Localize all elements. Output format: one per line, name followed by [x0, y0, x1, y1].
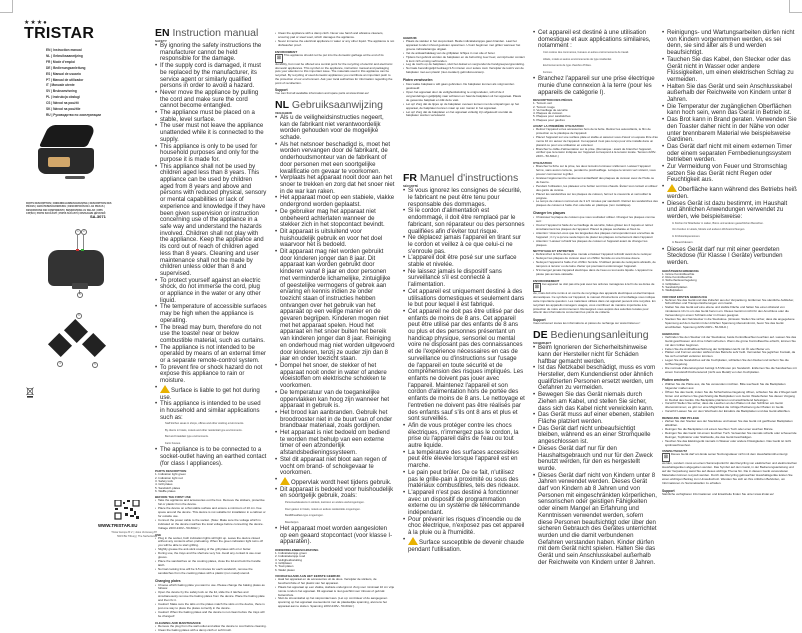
en-column: [155, 27, 267, 633]
list-item: • This appliance is only to be used for household purposes and only for the purpose it is made for.: [160, 144, 267, 164]
changing-plates-heading: Changing plates: [155, 578, 181, 583]
de-parts-list: 1. Grüne Kontrollleuchte 2. Rote Kontrollleuchte 3. Sicherheitsverriegelung 4. Grillplatten 5. Sandwichplatten 6. Waffelplatten: [662, 271, 697, 293]
parts-heading: DESCRIPTION DES PIÈCES: [533, 98, 573, 103]
callout-6: 6: [76, 313, 82, 319]
list-item: • The user must not leave the appliance unattended while it is connected to the supply.: [160, 123, 267, 143]
support-text: Sämtliche verfügbaren Informationen und Ersatzteile finden Sie unter www.tristar.eu!: [662, 491, 775, 496]
before-first-use-heading: BEFORE THE FIRST USE: [155, 495, 191, 500]
safety-heading: SICHERHEIT: [533, 341, 552, 346]
de-column: • Cet appareil est destiné à une utilisation domestique et aux applications similaires, notamment : Coin cuisine des commerces, bureaux et autres environnements de travail. Hôtels, motels et autres environnements de type résidentiel. Environnements de type chambre d'hôtes. Fermes. • Branchez l'appareil sur une prise électrique munie d'une connexion à la terre (pour les appareils de catégorie I). DESCRIPTION DES PIÈCES 1. Témoin vert 2. Témoin rouge 3. Verrouillage de sécurité 4. Plaques de cuisson 5. Plaques pour sandwiches 6. Plaques pour gaufres AVANT LA PREMIÈRE UTILISATION • Retirez l'appareil et les accessoires hors de la boîte. Retirez les autocollants, le film de protection ou le plastique de l'appareil. • Placez l'appareil sur une surface plate et stable et assurez-vous d'avoir un espace libre d'au moins 10 cm autour de l'appareil. Cet appareil n'est pas conçu pour être installé dans un placard ou pour une utilisation en extérieur. • Branchez le câble d'alimentation sur la prise. (Remarque : avant de brancher l'appareil, vérifiez que la tension indiquée sur l'appareil correspond à la tension locale. Tension 220V-240V~ 50-60Hz.) UTILISATION • Branchez la fiche sur la prise, les deux témoins lumineux s'allument. Laissez l'appareil fermé, sans aucun contenu, pendant le préchauffage. Lorsque le témoin vert s'éteint, vous pouvez commencer à griller. • Graissez légèrement le revêtement antiadhésif des plaques de cuisson avec de l'huile ou du beurre. • Pendant l'utilisation, les plateaux et le boîtier sont très chauds. Évitez tout contact et utilisez des gants de cuisine. • Placez les sandwiches sur les plaques de cuisson, fermez le couvercle et verrouillez la poignée. • Le temps de cuisson normal est de 3 à 5 minutes par sandwich. Retirez les sandwiches des plaques de cuisson à l'aide d'un ustensile en plastique (non métallique). Changer les plaques • Choisissez la plaque de cuisson que vous souhaitez utiliser. Changez les plaques comme suit : • Ouvrez l'appareil à l'aide du verrouillage de sécurité, faites glisser les 2 loquets et retirez simultanément les plaques de l'appareil. Placez la plaque souhaitée et fixez-la. • Attention ! Assurez-vous que les languettes des plaques correspondent aux encoches de l'appareil ; il n'y a qu'une seule façon de placer les plaques correctement dans l'appareil. • Attention ! Laissez refroidir les plaques de cuisson et l'appareil avant de changer les plaques. NETTOYAGE ET ENTRETIEN • Débranchez la fiche de la prise murale et laissez l'appareil refroidir avant de le nettoyer. • Nettoyez les plaques de cuisson avec un chiffon humide ou une brosse douce. • Nettoyez l'appareil à l'aide d'un chiffon humide. N'utilisez jamais de nettoyants abrasifs, de tampons à récurer ou de laine d'acier qui pourraient endommager l'appareil. • N'immergez jamais l'appareil électrique dans de l'eau ou tout autre liquide. L'appareil ne passe pas au lave-vaisselle. ENVIRONNEMENT ⊠ Cet appareil ne doit pas être jeté avec les ordures ménagères à la fin de sa durée de vie, mais doit être remis à un centre de recyclage des appareils électriques et électroniques domestiques. Ce symbole sur l'appareil, le manuel d'instructions et l'emballage vous indique cette importante question. Les matériaux utilisés dans cet appareil peuvent être recyclés. En recyclant les appareils ménagers usagés, vous contribuez de manière importante à la protection de notre environnement. Renseignez-vous auprès des autorités locales pour obtenir des informations concernant les points de collecte. Support Vous retrouvez toutes les informations et pièces de rechange sur www.tristar.eu ! DE Bedienungsanleitung SICHERHEIT • Beim Ignorieren der Sicherheitshinweise kann der Hersteller nicht für Schäden haftbar gemacht werden. • Ist das Netzkabel beschädigt, muss es vom Hersteller, dem Kundendienst oder ähnlich qualifizierten Personen ersetzt werden, um Gefahren zu vermeiden. • Bewegen Sie das Gerät niemals durch Ziehen am Kabel, und stellen Sie sicher, dass sich das Kabel nicht verwickeln kann. • Das Gerät muss auf einer ebenen, stabilen Fläche platziert werden. • Das Gerät darf nicht unbeaufsichtigt bleiben, während es an einer Stromquelle angeschlossen ist. • Dieses Gerät darf nur für den Haushaltsgebrauch und nur für den Zweck benutzt werden, für den es hergestellt wurde. • Dieses Gerät darf nicht von Kindern unter 8 Jahren verwendet werden. Dieses Gerät darf von Kindern ab 8 Jahren und von Personen mit eingeschränkten körperlichen, sensorischen oder geistigen Fähigkeiten oder einem Mangel an Erfahrung und Kenntnissen verwendet werden, sofern diese Personen beaufsichtigt oder über den sicheren Gebrauch des Gerätes unterrichtet wurden und die damit verbundenen Gefahren verstanden haben. Kinder dürfen mit dem Gerät nicht spielen. Halten Sie das Gerät und sein Anschlusskabel außerhalb der Reichweite von Kindern unter 8 Jahren.: [533, 30, 658, 566]
list-item: • The appliance is to be connected to a socket-outlet having an earthed contact (for class I appliances).: [160, 447, 267, 467]
en-title: [155, 27, 267, 39]
list-item: • The appliance must be placed on a stable, level surface.: [160, 110, 267, 123]
brand-logo: [24, 20, 94, 41]
environment-heading: UMWELTSCHUTZ: [662, 449, 688, 454]
language-item: EN | Instruction manual: [46, 48, 82, 52]
nl-before-list: • Haal het apparaat en de accessoires uit de doos. Verwijder de stickers, de beschermfolie of het plastic van het apparaat. • Plaats het apparaat op een vlakke, stabiele ondergrond. Zorg voor minimaal 10 cm vrije ruimte rondom het apparaat. Dit apparaat is niet geschikt voor inbouw of gebruik buitenshuis. • Sluit de stroomkabel op het stopcontact aan. (Let op: controleer of de aangegeven spanning op het apparaat overeenkomt met de plaatselijke spanning, alvorens het apparaat aan te sluiten. Spanning 220V-240V~ 50-60Hz.): [275, 578, 395, 609]
crop-mark-top-right: [789, 0, 802, 13]
parts-description-heading: PARTS DESCRIPTION | ONDERDELENBESCHRIJVING | DESCRIPTION DES PIÈCES | GERÄTEBESCHREIBUNG | DESCRIPCIÓN DE LAS PIEZAS | DESCRIZIONE DEI COMPONENTI | BESKRIVNING AV DELAR | OPIS CZĘŚCI | POPIS SOUČÁSTÍ | POPIS SÚČASTÍ | ОПИСАНИЕ ДЕТАЛЕЙ: [26, 202, 112, 215]
changing-plates-heading: Changer les plaques: [533, 211, 566, 216]
en-household-list: Staff kitchen areas in shops, offices and other working environments. By clients in hotels, motels and other residential type environments. Bed and breakfast type environments. Farm houses.: [165, 422, 245, 445]
fr-column: [403, 36, 525, 553]
de-use-list: • Verbinden Sie den Stecker mit der Steckdose; beide Kontrollleuchten leuchten auf. Lassen Sie das Gerät geschlossen und ohne Inhalt vorheizen. Wenn die grüne Kontrollleuchte erlischt, können Sie mit dem Grillen beginnen. • Fetten Sie die Antihaftbeschichtung der Grillplatten leicht mit Öl oder Butter ein. • Platten und Formen werden während des Betriebs sehr heiß. Vermeiden Sie jeglichen Kontakt, da Sie sich ernsthaft verletzen könnten. • Legen Sie die Sandwiches auf die Kochplatten, schließen Sie den Deckel und sichern Sie die Griffverriegelung. • Die normale Zubereitungszeit beträgt 3-5 Minuten pro Sandwich. Entfernen Sie die Sandwiches mit einem Kunststoff-Küchenutensil (nicht aus Metall) von den Kochplatten.: [662, 336, 798, 375]
de-before-list: • Nehmen Sie das Gerät und das Zubehör aus der Verpackung. Entfernen Sie sämtliche Aufkleber, Schutzfolien und Transportsicherungen vom Gerät. • Stellen Sie das Gerät auf eine ebene und stabile Fläche und halten Sie einen Abstand von mindestens 10 cm um das Gerät herum ein. Dieses Gerät ist nicht für den Anschluss oder die Verwendung in einem Schrank oder im Freien geeignet. • Stecken Sie den Netzstecker in die Steckdose. (Hinweis: Stellen Sie sicher, dass die angegebene Spannung auf dem Gerät mit der örtlichen Spannung übereinstimmt, bevor Sie das Gerät anschließen. Spannung 220V-240V~ 50-60Hz.): [662, 299, 798, 330]
warning-triangle-icon: [667, 184, 677, 192]
nl-column: • Clean the appliance with a damp cloth. Never use harsh and abrasive cleaners, scouring pad or steel wool, which damages the appliance. • Never immerse the electrical appliance in water or any other liquid. The appliance is not dishwasher proof. ENVIRONMENT ⊠ This appliance should not be put into the domestic garbage at the end of its durability, but must be offered at a central point for the recycling of electric and electronic domestic appliances. This symbol on the appliance, instruction manual and packaging puts your attention to this important issue. The materials used in this appliance can be recycled. By recycling of used domestic appliances you contribute an important push to the protection of our environment. Ask your local authorities for information regarding the point of recollection. Support You can find all available information and spare parts at www.tristar.eu! NL Gebruiksaanwijzing VEILIGHEID • Als u de veiligheidsinstructies negeert, kan de fabrikant niet verantwoordelijk worden gehouden voor de mogelijke schade. • Als het netsnoer beschadigd is, moet het worden vervangen door de fabrikant, de onderhoudsmonteur van de fabrikant of door personen met een soortgelijke kwalificatie om gevaar te voorkomen. • Verplaats het apparaat nooit door aan het snoer te trekken en zorg dat het snoer niet in de war kan raken. • Het apparaat moet op een stabiele, vlakke ondergrond worden geplaatst. • De gebruiker mag het apparaat niet onbeheerd achterlaten wanneer de stekker zich in het stopcontact bevindt. • Dit apparaat is uitsluitend voor huishoudelijk gebruik en voor het doel waarvoor het is bedoeld. • Dit apparaat mag niet worden gebruikt door kinderen jonger dan 8 jaar. Dit apparaat kan worden gebruikt door kinderen vanaf 8 jaar en door personen met verminderde lichamelijke, zintuiglijke of geestelijke vermogens of gebrek aan ervaring en kennis indien ze onder toezicht staan of instructies hebben ontvangen over het gebruik van het apparaat op een veilige manier en de gevaren begrijpen. Kinderen mogen niet met het apparaat spelen. Houd het apparaat en het snoer buiten het bereik van kinderen jonger dan 8 jaar. Reiniging en onderhoud mag niet worden uitgevoerd door kinderen, tenzij ze ouder zijn dan 8 jaar en onder toezicht staan. • Dompel het snoer, de stekker of het apparaat nooit onder in water of andere vloeistoffen om elektrische schokken te voorkomen. • De temperatuur van de toegankelijke oppervlakken kan hoog zijn wanneer het apparaat in gebruik is. • Het brood kan aanbranden. Gebruik het broodrooster niet in de buurt van of onder brandbaar materiaal, zoals gordijnen. • Het apparaat is niet bedoeld om bediend te worden met behulp van een externe timer of een afzonderlijk afstandsbedieningssysteem. • Stel dit apparaat niet bloot aan regen of vocht om brand- of schokgevaar te voorkomen. • Oppervlak wordt heet tijdens gebruik. • Dit apparaat is bedoeld voor huishoudelijk en soortgelijk gebruik, zoals: Personeelskeukens in winkels, kantoren en andere werkomgevingen. Door gasten in hotels, motels en andere residentiële omgevingen. Bed&Breakfast-type omgevingen. Boerderijen. • Het apparaat moet worden aangesloten op een geaard stopcontact (voor klasse I-apparaten). ONDERDELENBESCHRIJVING 1. Indicatielampje groen 2. Indicatielampje rood 3. Veiligheidssluiting 4. Grillplaten 5. Tosti platen 6. Wafel platen VOORAFGAAND AAN HET EERSTE GEBRUIK • Haal het apparaat en de accessoires uit de doos. Verwijder de stickers, de beschermfolie of het plastic van het apparaat. • Plaats het apparaat op een vlakke, stabiele ondergrond. Zorg voor minimaal 10 cm vrije ruimte rondom het apparaat. Dit apparaat is niet geschikt voor inbouw of gebruik buitenshuis. • Sluit de stroomkabel op het stopcontact aan. (Let op: controleer of de aangegeven spanning op het apparaat overeenkomt met de plaatselijke spanning, alvorens het apparaat aan te sluiten. Spanning 220V-240V~ 50-60Hz.): [275, 32, 395, 609]
de-cleaning-list: • Ziehen Sie den Stecker aus der Steckdose und lassen Sie das Gerät mit geöffneten Backplatten abkühlen. • Reinigen Sie die Backplatten mit einem feuchten Tuch oder einer weichen Bürste. • Reinigen Sie das Gerät mit einem feuchten Tuch. Verwenden Sie niemals scharfe oder scheuernde Reiniger, Topfkratzer oder Stahlwolle, die das Gerät beschädigen. • Tauchen Sie das Elektrogerät niemals in Wasser oder andere Flüssigkeiten. Das Gerät ist nicht spülmaschinenfest.: [662, 420, 798, 447]
language-item: PT | Manual de utilizador: [46, 77, 84, 82]
de-safety-list: • Beim Ignorieren der Sicherheitshinweise kann der Hersteller nicht für Schäden haftbar gemacht werden. • Ist das Netzkabel beschädigt, muss es vom Hersteller, dem Kundendienst oder ähnlich qualifizierten Personen ersetzt werden, um Gefahren zu vermeiden. • Bewegen Sie das Gerät niemals durch Ziehen am Kabel, und stellen Sie sicher, dass sich das Kabel nicht verwickeln kann. • Das Gerät muss auf einer ebenen, stabilen Fläche platziert werden. • Das Gerät darf nicht unbeaufsichtigt bleiben, während es an einer Stromquelle angeschlossen ist. • Dieses Gerät darf nur für den Haushaltsgebrauch und nur für den Zweck benutzt werden, für den es hergestellt wurde. • Dieses Gerät darf nicht von Kindern unter 8 Jahren verwendet werden. Dieses Gerät darf von Kindern ab 8 Jahren und von Personen mit eingeschränkten körperlichen, sensorischen oder geistigen Fähigkeiten oder einem Mangel an Erfahrung und Kenntnissen verwendet werden, sofern diese Personen beaufsichtigt oder über den sicheren Gebrauch des Gerätes unterrichtet wurden und die damit verbundenen Gefahren verstanden haben. Kinder dürfen mit dem Gerät nicht spielen. Halten Sie das Gerät und sein Anschlusskabel außerhalb der Reichweite von Kindern unter 8 Jahren.: [533, 345, 658, 566]
safety-heading: SAFETY: [155, 39, 167, 43]
nl-parts-list: 1. Indicatielampje groen 2. Indicatielampje rood 3. Veiligheidssluiting 4. Grillplaten 5. Tosti platen 6. Wafel platen: [275, 551, 307, 572]
weee-bin-icon: ⊠: [534, 283, 540, 290]
list-item: • To protect yourself against an electric shock, do not immerse the cord, plug or appliance in the water or any other liquid.: [160, 278, 267, 305]
environment-heading: ENVIRONMENT: [275, 49, 298, 54]
language-item: FR | Mode d'emploi: [46, 59, 76, 64]
de-household-list: In Küchen für Mitarbeiter in Läden, Büros und anderen gewerblichen Bereichen. Von Kunden in Hotels, Motels und anderen Wohneinrichtungen. In Frühstückspensionen. In Bauernhäusern.: [672, 221, 764, 245]
fr-parts-list: 1. Témoin vert 2. Témoin rouge 3. Verrouillage de sécurité 4. Plaques de cuisson 5. Plaques pour sandwiches 6. Plaques pour gaufres: [533, 101, 571, 122]
de-changing-list: • Wählen Sie die Platte aus, die Sie verwenden möchten. Bitte wechseln Sie die Backplatten folgender maßen aus: • Öffnen Sie das Gerät, indem Sie die Sicherheitsverriegelung öffnen, schieben Sie die 2 Riegel nach hinten und entfernen Sie gleichzeitig die Backplatten vom Gerät. Wiederholen Sie diesen Vorgang im Deckel des Geräts. Die Backplatte platzieren und anschließend befestigen. • Vorsicht! Stellen Sie sicher, dass die Laschen an den Platten mit den Schlitzen am Gerät übereinstimmen; es gibt nur eine Möglichkeit die richtige Platzierung der Platten im Gerät. • Vorsicht! Lassen Sie vor dem Wechseln der Einsätze die Backplatten und das Gerät abkühlen.: [662, 383, 798, 414]
nl-use-list: • Plaats de stekker in het stopcontact. Beide indicatielampjes gaan branden. Laat het apparaat zonder inhoud gesloten opwarmen. U kunt beginnen met grillen wanneer het groene indicatielampje uitgaat. • Vet de antiaanbaklaag van de grillplaten lichtjes in met olie of boter. • Tijdens het gebruik worden de bakplaten en de behuizing zeer heet; vermijd ieder contact & kunt zich ernstig verbranden. • Leg de tosti's op de bakplaten, sluit het deksel en vergrendel de handgreepvergrendeling. • Normale bereidingstijd bedraagt 3-5 minuten voor iedere tosti. Verwijder de tosti's van de bakplaten met een plastic (niet-metalen) gebruiksvoorwerp.: [403, 40, 525, 75]
list-item: • Never move the appliance by pulling the cord and make sure the cord cannot become entangled.: [160, 90, 267, 110]
warning-triangle-icon: [408, 537, 418, 545]
qr-code-icon: [113, 500, 141, 520]
parts-heading: ONDERDELENBESCHRIJVING: [275, 548, 319, 553]
language-list: [46, 48, 112, 119]
list-item: • If the supply cord is damaged, it must be replaced by the manufacturer, its service agent or similarly qualified persons in order to avoid a hazard.: [160, 63, 267, 90]
language-item: DE | Bedienungsanleitung: [46, 65, 86, 70]
callout-5: 5: [92, 362, 98, 368]
address-line: 5015 BH Tilburg | The Netherlands: [117, 535, 157, 538]
en-cleaning-list-continued: • Clean the appliance with a damp cloth. Never use harsh and abrasive cleaners, scouring pad or steel wool, which damages the appliance. • Never immerse the electrical appliance in water or any other liquid. The appliance is not dishwasher proof.: [275, 32, 395, 48]
address-line: Tristar Europe B.V. | Jules Verneweg 87: [111, 531, 157, 534]
cover-column: [0, 0, 112, 575]
support-heading: Support: [533, 318, 546, 323]
en-changing-list: • Choose which baking plate you want to use. Please change the baking plates as follows: • Open the device by the safety lock on the lid, slide the 2 latches and simultaneously remove the baking plates from the device. Place the baking plate and then fix it. • Caution! Make sure the tabs on the plates match the slots on the device, there is just one way to place the plates correctly in the device. • Caution! When the baking plates and the device is not clean before the trays will be changed!: [155, 584, 267, 619]
en-cleaning-list: • Remove the plug from the wall outlet and allow the device to cool before cleaning. • Clean the baking plates with a damp cloth or soft brush.: [155, 625, 267, 633]
before-first-use-heading: AVANT LA PREMIÈRE UTILISATION: [533, 124, 584, 128]
fr-environment-text: ⊠ Cet appareil ne doit pas être jeté avec les ordures ménagères à la fin de sa durée de vie, mais doit être remis à un centre de recyclage des appareils électriques et électroniques domestiques. Ce symbole sur l'appareil, le manuel d'instructions et l'emballage vous indique cette importante question. Les matériaux utilisés dans cet appareil peuvent être recyclés. En recyclant les appareils ménagers usagés, vous contribuez de manière importante à la protection de notre environnement. Renseignez-vous auprès des autorités locales pour obtenir des informations concernant les points de collecte.: [533, 281, 656, 315]
website-url[interactable]: WWW.TRISTAR.EU: [98, 523, 138, 528]
company-address: [95, 531, 157, 539]
fr-cleaning-list: • Débranchez la fiche de la prise murale et laissez l'appareil refroidir avant de le nettoyer. • Nettoyez les plaques de cuisson avec un chiffon humide ou une brosse douce. • Nettoyez l'appareil à l'aide d'un chiffon humide. N'utilisez jamais de nettoyants abrasifs, de tampons à récurer ou de laine d'acier qui pourraient endommager l'appareil. • N'immergez jamais l'appareil électrique dans de l'eau ou tout autre liquide. L'appareil ne passe pas au lave-vaisselle.: [533, 253, 658, 276]
en-environment-text: ⊠ This appliance should not be put into the domestic garbage at the end of its durability, but must be offered at a central point for the recycling of electric and electronic domestic appliances. This symbol on the appliance, instruction manual and packaging puts your attention to this important issue. The materials used in this appliance can be recycled. By recycling of used domestic appliances you contribute an important push to the protection of our environment. Ask your local authorities for information regarding the point of recollection.: [275, 52, 393, 86]
language-item: RU | Руководство по эксплуатации: [46, 112, 102, 117]
callout-3: 3: [77, 292, 83, 298]
language-item: NL | Gebruiksaanwijzing: [46, 53, 83, 58]
cleaning-heading: NETTOYAGE ET ENTRETIEN: [533, 249, 574, 254]
nl-safety-list: • Als u de veiligheidsinstructies negeert, kan de fabrikant niet verantwoordelijk worden gehouden voor de mogelijke schade. • Als het netsnoer beschadigd is, moet het worden vervangen door de fabrikant, de onderhoudsmonteur van de fabrikant of door personen met een soortgelijke kwalificatie om gevaar te voorkomen. • Verplaats het apparaat nooit door aan het snoer te trekken en zorg dat het snoer niet in de war kan raken. • Het apparaat moet op een stabiele, vlakke ondergrond worden geplaatst. • De gebruiker mag het apparaat niet onbeheerd achterlaten wanneer de stekker zich in het stopcontact bevindt. • Dit apparaat is uitsluitend voor huishoudelijk gebruik en voor het doel waarvoor het is bedoeld. • Dit apparaat mag niet worden gebruikt door kinderen jonger dan 8 jaar. Dit apparaat kan worden gebruikt door kinderen vanaf 8 jaar en door personen met verminderde lichamelijke, zintuiglijke of geestelijke vermogens of gebrek aan ervaring en kennis indien ze onder toezicht staan of instructies hebben ontvangen over het gebruik van het apparaat op een veilige manier en de gevaren begrijpen. Kinderen mogen niet met het apparaat spelen. Houd het apparaat en het snoer buiten het bereik van kinderen jonger dan 8 jaar. Reiniging en onderhoud mag niet worden uitgevoerd door kinderen, tenzij ze ouder zijn dan 8 jaar en onder toezicht staan. • Dompel het snoer, de stekker of het apparaat nooit onder in water of andere vloeistoffen om elektrische schokken te voorkomen. • De temperatuur van de toegankelijke oppervlakken kan hoog zijn wanneer het apparaat in gebruik is. • Het brood kan aanbranden. Gebruik het broodrooster niet in de buurt van of onder brandbaar materiaal, zoals gordijnen. • Het apparaat is niet bedoeld om bediend te worden met behulp van een externe timer of een afzonderlijk afstandsbedieningssysteem. • Stel dit apparaat niet bloot aan regen of vocht om brand- of schokgevaar te voorkomen. • Oppervlak wordt heet tijdens gebruik. • Dit apparaat is bedoeld voor huishoudelijk en soortgelijk gebruik, zoals:: [275, 115, 395, 500]
fr-title: FR Manuel d'instructions: [403, 172, 519, 185]
en-use-list: • Plug in the socket, both indication lights will light up. Leave the device closed without any contents when preheating. When the green indication light turns off you will be able to start grilling. • Slightly grease the anti-stick coating of the grill plates with oil or butter. • During use, the trays and the shell are very hot. Avoid any contact & use oven gloves. • Place the sandwiches on the cooking plates, close the lid and lock the handle latch. • Normal cooking time will be 3-5 minutes for each sandwich, remove the sandwiches from the cooking plates with a plastic (non metal) utensil.: [155, 537, 267, 576]
environment-heading: ENVIRONNEMENT: [533, 278, 560, 283]
weee-bin-icon: ⊠: [276, 54, 282, 61]
support-text: You can find all available information and spare parts at www.tristar.eu!: [275, 91, 369, 96]
safety-heading: SÉCURITÉ: [403, 184, 419, 189]
list-item: • Surface is liable to get hot during use.: [160, 385, 267, 401]
list-item: • This appliance shall not be used by children aged less than 8 years. This appliance can be used by children aged from 8 years and above and persons with reduced physical, sensory or mental capabilities or lack of experience and knowledge if they have been given supervision or instruction concerning use of the appliance in a safe way and understand the hazards involved. Children shall not play with the appliance. Keep the appliance and its cord out of reach of children aged less than 8 years. Cleaning and user maintenance shall not be made by children unless older than 8 and supervised.: [160, 164, 267, 278]
language-item: SK | Návod na použitie: [46, 107, 81, 112]
en-parts-list: 1. Indication light green 2. Indication light red 3. Safety lock 4. Grill plates 5. Sandwich plates 6. Waffle plates: [155, 472, 187, 493]
use-heading: USE: [155, 532, 162, 537]
fr-safety-list: • Si vous ignorez les consignes de sécurité, le fabricant ne peut être tenu pour responsable des dommages. • Si le cordon d'alimentation est endommagé, il doit être remplacé par le fabricant, son réparateur ou des personnes qualifiées afin d'éviter tout risque. • Ne déplacez jamais l'appareil en tirant sur le cordon et veillez à ce que celui-ci ne s'enroule pas. • L'appareil doit être posé sur une surface stable et nivelée. • Ne laissez jamais le dispositif sans surveillance s'il est connecté à l'alimentation. • Cet appareil est uniquement destiné à des utilisations domestiques et seulement dans le but pour lequel il est fabriqué. • Cet appareil ne doit pas être utilisé par des enfants de moins de 8 ans. Cet appareil peut être utilisé par des enfants de 8 ans ou plus et des personnes présentant un handicap physique, sensoriel ou mental voire ne disposant pas des connaissances et de l'expérience nécessaires en cas de surveillance ou d'instructions sur l'usage de l'appareil en toute sécurité et de compréhension des risques impliqués. Les enfants ne doivent pas jouer avec l'appareil. Maintenez l'appareil et son cordon d'alimentation hors de portée des enfants de moins de 8 ans. Le nettoyage et l'entretien ne doivent pas être réalisés par des enfants sauf s'ils ont 8 ans et plus et sont surveillés. • Afin de vous protéger contre les chocs électriques, n'immergez pas le cordon, la prise ou l'appareil dans de l'eau ou tout autre liquide. • La température des surfaces accessibles peut être élevée lorsque l'appareil est en marche. • Le pain peut brûler. De ce fait, n'utilisez pas le grille-pain à proximité ou sous des matériaux combustibles, tels des rideaux. • L'appareil n'est pas destiné à fonctionner avec un dispositif de programmation externe ou un système de télécommande indépendant. • Pour prévenir les risques d'incendie ou de choc électrique, n'exposez pas cet appareil à la pluie ou à l'humidité. • Surface susceptible de devenir chaude pendant l'utilisation.: [403, 188, 525, 553]
model-number: SA-3071: [90, 214, 106, 219]
safety-heading: VEILIGHEID: [275, 110, 293, 115]
lang-code: EN: [155, 27, 170, 39]
cleaning-heading: CLEANING AND MAINTENANCE: [155, 620, 201, 625]
language-item: CS | Návod na použití: [46, 101, 79, 106]
use-heading: UTILISATION: [533, 161, 552, 166]
de-column-continued: • Reinigungs- und Wartungsarbeiten dürfen nicht von Kindern vorgenommen werden, es sei denn, sie sind älter als 8 und werden beaufsichtigt. • Tauchen Sie das Kabel, den Stecker oder das Gerät nicht in Wasser oder andere Flüssigkeiten, um einen elektrischen Schlag zu vermeiden. • Halten Sie das Gerät und sein Anschlusskabel außerhalb der Reichweite von Kindern unter 8 Jahren. • Die Temperatur der zugänglichen Oberflächen kann hoch sein, wenn das Gerät in Betrieb ist. • Das Brot kann in Brand geraten. Verwenden Sie den Toaster daher nicht in der Nähe von oder unter brennbarem Material wie beispielsweise Gardinen. • Das Gerät darf nicht mit einem externen Timer oder einem separaten Fernbedienungssystem betrieben werden. • Zur Vermeidung von Feuer und Stromschlag setzen Sie das Gerät nicht Regen oder Feuchtigkeit aus. • Oberfläche kann während des Betriebs heiß werden. • Dieses Gerät ist dazu bestimmt, im Haushalt und ähnlichen Anwendungen verwendet zu werden, wie beispielsweise: In Küchen für Mitarbeiter in Läden, Büros und anderen gewerblichen Bereichen. Von Kunden in Hotels, Motels und anderen Wohneinrichtungen. In Frühstückspensionen. In Bauernhäusern. • Dieses Gerät darf nur mit einer geerdeten Steckdose (für Klasse I Geräte) verbunden werden. GERÄTEBESCHREIBUNG 1. Grüne Kontrollleuchte 2. Rote Kontrollleuchte 3. Sicherheitsverriegelung 4. Grillplatten 5. Sandwichplatten 6. Waffelplatten VOR DEM ERSTEN GEBRAUCH • Nehmen Sie das Gerät und das Zubehör aus der Verpackung. Entfernen Sie sämtliche Aufkleber, Schutzfolien und Transportsicherungen vom Gerät. • Stellen Sie das Gerät auf eine ebene und stabile Fläche und halten Sie einen Abstand von mindestens 10 cm um das Gerät herum ein. Dieses Gerät ist nicht für den Anschluss oder die Verwendung in einem Schrank oder im Freien geeignet. • Stecken Sie den Netzstecker in die Steckdose. (Hinweis: Stellen Sie sicher, dass die angegebene Spannung auf dem Gerät mit der örtlichen Spannung übereinstimmt, bevor Sie das Gerät anschließen. Spannung 220V-240V~ 50-60Hz.) GEBRAUCH • Verbinden Sie den Stecker mit der Steckdose; beide Kontrollleuchten leuchten auf. Lassen Sie das Gerät geschlossen und ohne Inhalt vorheizen. Wenn die grüne Kontrollleuchte erlischt, können Sie mit dem Grillen beginnen. • Fetten Sie die Antihaftbeschichtung der Grillplatten leicht mit Öl oder Butter ein. • Platten und Formen werden während des Betriebs sehr heiß. Vermeiden Sie jeglichen Kontakt, da Sie sich ernsthaft verletzen könnten. • Legen Sie die Sandwiches auf die Kochplatten, schließen Sie den Deckel und sichern Sie die Griffverriegelung. • Die normale Zubereitungszeit beträgt 3-5 Minuten pro Sandwich. Entfernen Sie die Sandwiches mit einem Kunststoff-Küchenutensil (nicht aus Metall) von den Kochplatten. Platten wechseln • Wählen Sie die Platte aus, die Sie verwenden möchten. Bitte wechseln Sie die Backplatten folgender maßen aus: • Öffnen Sie das Gerät, indem Sie die Sicherheitsverriegelung öffnen, schieben Sie die 2 Riegel nach hinten und entfernen Sie gleichzeitig die Backplatten vom Gerät. Wiederholen Sie diesen Vorgang im Deckel des Geräts. Die Backplatte platzieren und anschließend befestigen. • Vorsicht! Stellen Sie sicher, dass die Laschen an den Platten mit den Schlitzen am Gerät übereinstimmen; es gibt nur eine Möglichkeit die richtige Platzierung der Platten im Gerät. • Vorsicht! Lassen Sie vor dem Wechseln der Einsätze die Backplatten und das Gerät abkühlen. REINIGUNG UND PFLEGE • Ziehen Sie den Stecker aus der Steckdose und lassen Sie das Gerät mit geöffneten Backplatten abkühlen. • Reinigen Sie die Backplatten mit einem feuchten Tuch oder einer weichen Bürste. • Reinigen Sie das Gerät mit einem feuchten Tuch. Verwenden Sie niemals scharfe oder scheuernde Reiniger, Topfkratzer oder Stahlwolle, die das Gerät beschädigen. • Tauchen Sie das Elektrogerät niemals in Wasser oder andere Flüssigkeiten. Das Gerät ist nicht spülmaschinenfest. UMWELTSCHUTZ ⊠ Dieses Gerät darf am Ende seiner Nutzungsdauer nicht mit dem Haushaltsmüll entsorgt werden, sondern muss an einem Sammelpunkt für das Recycling von elektrischen und elektronischen Haushaltsgeräten abgegeben werden. Das Symbol auf dem Gerät, in der Bedienungsanleitung und auf der Verpackung weist Sie auf dieses wichtige Thema hin. Die in diesem Gerät verwendeten Materialien können recycelt werden. Durch das Recycling gebrauchter Haushaltsgeräte leisten Sie einen wichtigen Beitrag zum Umweltschutz. Wenden Sie sich an Ihre örtlichen Behörden, um Informationen zu Sammelstellen zu erhalten. Support Sämtliche verfügbaren Informationen und Ersatzteile finden Sie unter www.tristar.eu!: [662, 30, 798, 497]
logo-stars-icon: ★★★●: [24, 20, 48, 26]
fr-before-list: • Retirez l'appareil et les accessoires hors de la boîte. Retirez les autocollants, le film de protection ou le plastique de l'appareil. • Placez l'appareil sur une surface plate et stable et assurez-vous d'avoir un espace libre d'au moins 10 cm autour de l'appareil. Cet appareil n'est pas conçu pour être installé dans un placard ou pour une utilisation en extérieur. • Branchez le câble d'alimentation sur la prise. (Remarque : avant de brancher l'appareil, vérifiez que la tension indiquée sur l'appareil correspond à la tension locale. Tension 220V-240V~ 50-60Hz.): [533, 128, 658, 159]
parts-heading: PARTS DESCRIPTION: [155, 469, 187, 474]
use-heading: GEBRUIK: [403, 36, 417, 40]
language-item: ES | Manual de usuario: [46, 71, 81, 76]
changing-plates-heading: Platten wechseln: [662, 377, 689, 382]
list-item: • The temperature of accessible surfaces may be high when the appliance is operating.: [160, 304, 267, 324]
before-first-use-heading: VOR DEM ERSTEN GEBRAUCH: [662, 294, 708, 299]
de-safety-list-continued: • Reinigungs- und Wartungsarbeiten dürfen nicht von Kindern vorgenommen werden, es sei denn, sie sind älter als 8 und werden beaufsichtigt. • Tauchen Sie das Kabel, den Stecker oder das Gerät nicht in Wasser oder andere Flüssigkeiten, um einen elektrischen Schlag zu vermeiden. • Halten Sie das Gerät und sein Anschlusskabel außerhalb der Reichweite von Kindern unter 8 Jahren. • Die Temperatur der zugänglichen Oberflächen kann hoch sein, wenn das Gerät in Betrieb ist. • Das Brot kann in Brand geraten. Verwenden Sie den Toaster daher nicht in der Nähe von oder unter brennbarem Material wie beispielsweise Gardinen. • Das Gerät darf nicht mit einem externen Timer oder einem separaten Fernbedienungssystem betrieben werden. • Zur Vermeidung von Feuer und Stromschlag setzen Sie das Gerät nicht Regen oder Feuchtigkeit aus. • Oberfläche kann während des Betriebs heiß werden. • Dieses Gerät ist dazu bestimmt, im Haushalt und ähnlichen Anwendungen verwendet zu werden, wie beispielsweise:: [662, 30, 798, 221]
use-heading: GEBRAUCH: [662, 331, 680, 336]
de-title: DE Bedienungsanleitung: [533, 329, 649, 342]
title-text: Instruction manual: [172, 27, 259, 39]
language-item: PL | Instrukcja obsługi: [46, 95, 80, 100]
fr-use-list: • Branchez la fiche sur la prise, les deux témoins lumineux s'allument. Laissez l'appareil fermé, sans aucun contenu, pendant le préchauffage. Lorsque le témoin vert s'éteint, vous pouvez commencer à griller. • Graissez légèrement le revêtement antiadhésif des plaques de cuisson avec de l'huile ou du beurre. • Pendant l'utilisation, les plateaux et le boîtier sont très chauds. Évitez tout contact et utilisez des gants de cuisine. • Placez les sandwiches sur les plaques de cuisson, fermez le couvercle et verrouillez la poignée. • Le temps de cuisson normal est de 3 à 5 minutes par sandwich. Retirez les sandwiches des plaques de cuisson à l'aide d'un ustensile en plastique (non métallique).: [533, 165, 658, 208]
weee-bin-icon: [26, 385, 34, 396]
nl-title: NL Gebruiksaanwijzing: [275, 98, 383, 111]
nl-changing-list: • Kies welke bakplaat u wilt gaan gebruiken. De bakplaten kunnen als volgt worden gewisseld: • Open het apparaat door de veiligheidssluiting te ontgrendelen, schuif de 2 vergrendelingen gelijktijdig naar achteren en haal de bakplaten uit het apparaat. Plaats de gewenste bakplaat en klik deze vast. • Let op! Zorg dat de lipjes op de bakplaten overeen komen met de uitsparingen op het apparaat, de bakplaten kunnen maar op één manier in het apparaat. • Let op! Zorg dat de bakplaten en het apparaat volledig zijn afgekoeld voordat de bakplaten worden verwisseld.: [403, 83, 525, 118]
brand-name: TRISTAR: [24, 25, 95, 42]
callout-4: 4: [57, 361, 63, 367]
list-item: • The appliance is not intended to be operated by means of an external timer or a separate remote-control system.: [160, 345, 267, 365]
before-first-use-heading: VOORAFGAAND AAN HET EERSTE GEBRUIK: [275, 573, 341, 578]
cleaning-heading: REINIGUNG UND PFLEGE: [662, 416, 700, 421]
list-item: • To prevent fire or shock hazard do not expose this appliance to rain or moisture.: [160, 365, 267, 385]
fr-household-list: Coin cuisine des commerces, bureaux et autres environnements de travail. Hôtels, motels et autres environnements de type résidentiel. Environnements de type chambre d'hôtes. Fermes.: [543, 51, 629, 74]
list-item: • The bread may burn, therefore do not use the toaster near or below combustible material, such as curtains.: [160, 325, 267, 345]
list-item: • By ignoring the safety instructions the manufacturer cannot be held responsible for the damage.: [160, 43, 267, 63]
list-item: • This appliance is intended to be used in household and similar applications such as:: [160, 401, 267, 421]
support-heading: Support: [275, 88, 288, 93]
warning-triangle-icon: [160, 385, 170, 393]
language-item: IT | Manuale utente: [46, 83, 75, 88]
de-environment-text: ⊠ Dieses Gerät darf am Ende seiner Nutzungsdauer nicht mit dem Haushaltsmüll entsorgt werden, sondern muss an einem Sammelpunkt für das Recycling von elektrischen und elektronischen Haushaltsgeräten abgegeben werden. Das Symbol auf dem Gerät, in der Bedienungsanleitung und auf der Verpackung weist Sie auf dieses wichtige Thema hin. Die in diesem Gerät verwendeten Materialien können recycelt werden. Durch das Recycling gebrauchter Haushaltsgeräte leisten Sie einen wichtigen Beitrag zum Umweltschutz. Wenden Sie sich an Ihre örtlichen Behörden, um Informationen zu Sammelstellen zu erhalten.: [662, 452, 798, 486]
nl-household-list: Personeelskeukens in winkels, kantoren en andere werkomgevingen. Door gasten in hotels, motels en andere residentiële omgevingen. Bed&Breakfast-type omgevingen. Boerderijen.: [285, 501, 365, 524]
support-heading: Support: [662, 488, 675, 493]
callout-1: 1: [75, 229, 81, 235]
fr-changing-list: • Choisissez la plaque de cuisson que vous souhaitez utiliser. Changez les plaques comme suit : • Ouvrez l'appareil à l'aide du verrouillage de sécurité, faites glisser les 2 loquets et retirez simultanément les plaques de l'appareil. Placez la plaque souhaitée et fixez-la. • Attention ! Assurez-vous que les languettes des plaques correspondent aux encoches de l'appareil ; il n'y a qu'une seule façon de placer les plaques correctement dans l'appareil. • Attention ! Laissez refroidir les plaques de cuisson et l'appareil avant de changer les plaques.: [533, 216, 658, 247]
parts-heading: GERÄTEBESCHREIBUNG: [662, 268, 699, 273]
callout-2: 2: [81, 229, 87, 235]
support-text: Vous retrouvez toutes les informations et pièces de rechange sur www.tristar.eu !: [533, 321, 641, 326]
changing-plates-heading: Platen verwisselen: [403, 78, 433, 83]
en-before-list: • Take the appliance and accessories out the box. Remove the stickers, protective foil or plastic from the device. • Place the device on a flat stable surface and ensure a minimum of 10 cm. free space around the device. This device is not suitable for installation in a cabinet or for outside use. • Connect the power cable to the socket. (Note: Make sure the voltage which is indicated on the device matches the local voltage before connecting the device. Voltage 220V-240V~ 50-60Hz.): [155, 499, 267, 530]
weee-bin-icon: ⊠: [663, 454, 669, 461]
language-item: SV | Bruksanvisning: [46, 89, 77, 94]
en-safety-list: [155, 43, 267, 421]
warning-triangle-icon: [280, 477, 290, 485]
